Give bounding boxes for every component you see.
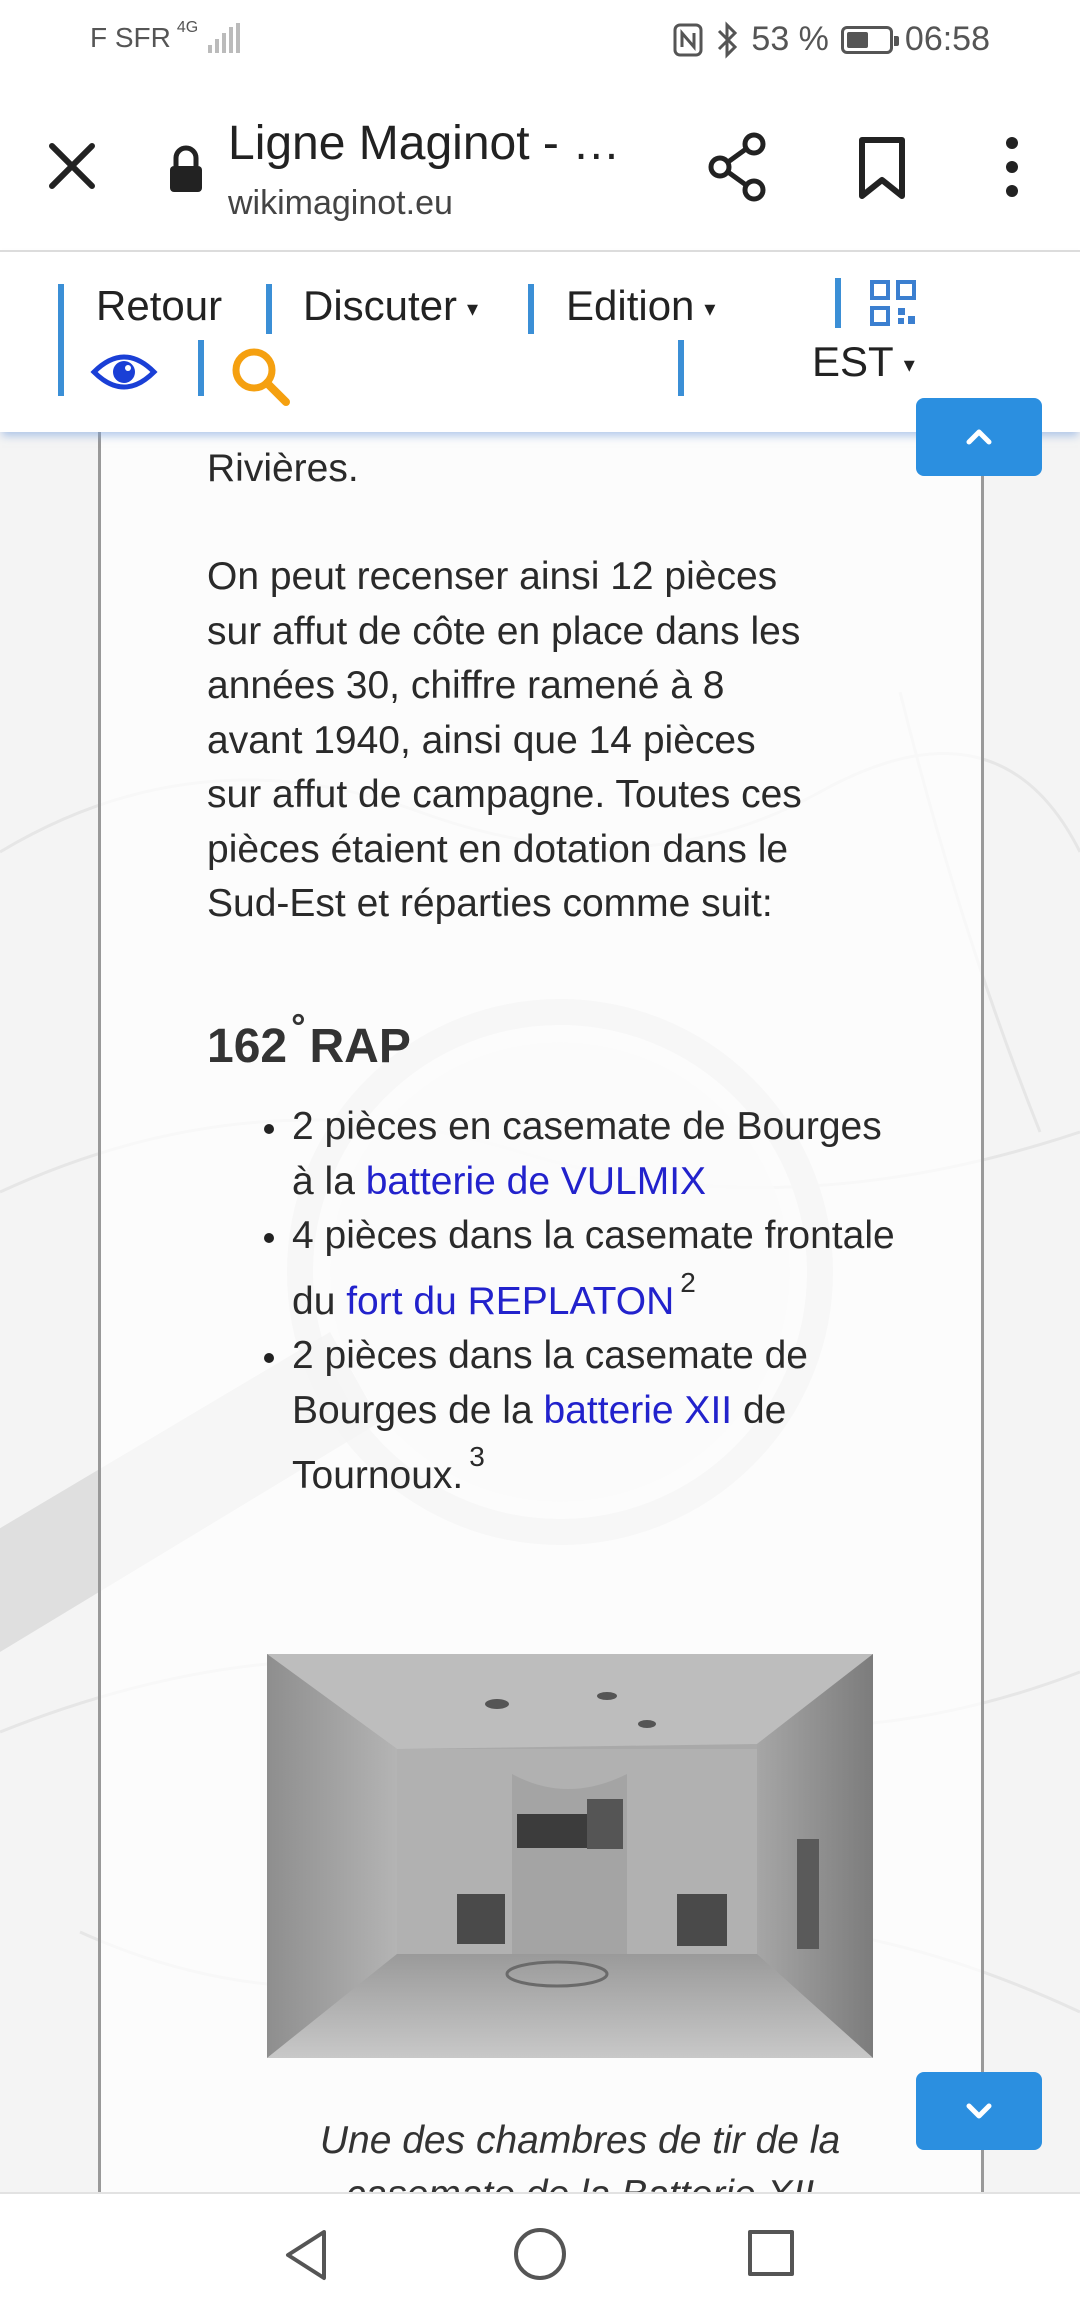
region-menu[interactable]: [812, 338, 915, 386]
heading-unit: RAP: [309, 1020, 411, 1073]
scroll-to-top-button[interactable]: [916, 398, 1042, 476]
list-item: [292, 1329, 912, 1504]
list-item-text: de Tournoux.: [292, 1388, 787, 1497]
edit-menu[interactable]: [566, 282, 715, 330]
heading-degree: °: [291, 1006, 306, 1047]
link-fort-replaton[interactable]: fort du REPLATON: [346, 1279, 675, 1323]
page-title[interactable]: Ligne Maginot - …: [228, 117, 621, 170]
discuss-menu[interactable]: [303, 282, 478, 330]
footnote-ref[interactable]: 3: [469, 1441, 485, 1472]
paragraph-line: Sud-Est et réparties comme suit:: [207, 882, 773, 925]
list-item-text: 4 pièces dans la casemate frontale du: [292, 1214, 895, 1323]
toolbar-divider: [266, 284, 272, 334]
system-nav-bar: [0, 2192, 1080, 2312]
share-icon[interactable]: [706, 132, 770, 202]
casemate-photo[interactable]: [267, 1654, 873, 2058]
toolbar-divider: [528, 284, 534, 334]
chevron-down-icon: [916, 2072, 1042, 2150]
close-icon[interactable]: [40, 134, 104, 198]
link-batterie-vulmix[interactable]: batterie de VULMIX: [365, 1159, 707, 1203]
chevron-up-icon: [916, 398, 1042, 476]
paragraph-line: années 30, chiffre ramené à 8: [207, 664, 725, 707]
discuss-label: Discuter: [303, 282, 458, 329]
toolbar-divider: [58, 284, 64, 396]
chevron-down-icon: ▾: [467, 295, 479, 321]
chevron-down-icon: ▾: [704, 295, 716, 321]
chevron-down-icon: ▾: [903, 351, 915, 377]
paragraph-line: sur affut de campagne. Toutes ces: [207, 773, 802, 816]
back-label: Retour: [96, 282, 223, 329]
page-domain[interactable]: wikimaginot.eu: [228, 184, 453, 222]
toolbar-divider: [678, 340, 684, 396]
more-vert-icon[interactable]: [1000, 134, 1024, 200]
scroll-to-bottom-button[interactable]: [916, 2072, 1042, 2150]
heading-number: 162: [207, 1020, 288, 1073]
list-item: [292, 1209, 912, 1329]
list-item: [292, 1100, 912, 1209]
carrier-label: F SFR: [90, 22, 171, 53]
list-item-text: 2 pièces en casemate de Bourges à la: [292, 1105, 882, 1203]
section-heading: [207, 1006, 411, 1074]
bluetooth-icon: [715, 22, 739, 58]
paragraph-line: sur affut de côte en place dans les: [207, 609, 801, 653]
eye-icon[interactable]: [92, 348, 156, 396]
article-paragraph: [207, 550, 897, 932]
bookmark-icon[interactable]: [854, 136, 910, 200]
battery-percent: 53 %: [751, 20, 829, 58]
qr-code-icon[interactable]: [870, 280, 916, 326]
status-bar: [0, 0, 1080, 84]
home-circle-icon[interactable]: [514, 2228, 566, 2280]
toolbar-divider: [198, 340, 204, 396]
caption-line: Une des chambres de tir de la: [319, 2119, 841, 2162]
clock: 06:58: [904, 20, 990, 58]
paragraph-line: pièces étaient en dotation dans le: [207, 827, 789, 871]
battery-icon: [841, 26, 893, 54]
nfc-icon: [673, 23, 703, 57]
back-triangle-icon[interactable]: [282, 2228, 330, 2282]
lock-icon: [168, 144, 204, 194]
region-label: EST: [812, 338, 894, 385]
list-item-text: 2 pièces dans la casemate de Bourges de la: [292, 1334, 808, 1432]
bullet-list: [292, 1100, 912, 1504]
back-link[interactable]: [96, 282, 222, 330]
footnote-ref[interactable]: 2: [680, 1266, 696, 1298]
link-batterie-xii[interactable]: batterie XII: [543, 1388, 733, 1432]
paragraph-line: avant 1940, ainsi que 14 pièces: [207, 718, 756, 762]
article-content: [0, 432, 1080, 2192]
signal-icon: [208, 23, 240, 53]
browser-url-bar: [0, 84, 1080, 252]
search-icon[interactable]: [228, 344, 292, 408]
paragraph-line: On peut recenser ainsi 12 pièces: [207, 555, 778, 598]
edit-label: Edition: [566, 282, 695, 329]
system-indicators: [673, 20, 990, 59]
network-label: 4G: [176, 19, 199, 36]
toolbar-divider: [835, 278, 841, 328]
recents-square-icon[interactable]: [748, 2230, 794, 2276]
carrier-info: [90, 19, 240, 54]
text-fragment: Rivières.: [207, 447, 359, 490]
